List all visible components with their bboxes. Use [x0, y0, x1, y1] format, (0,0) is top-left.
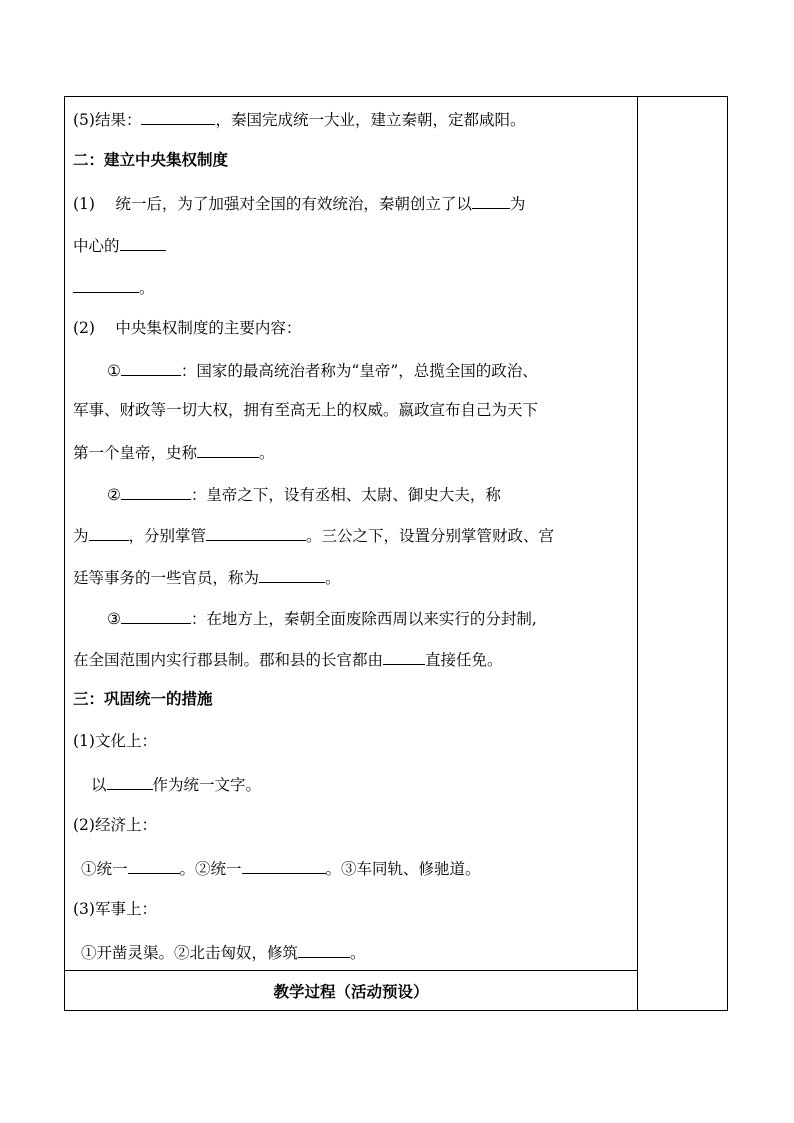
- m3-line: [81, 941, 366, 963]
- m1-label: (1)文化上：: [73, 732, 157, 750]
- p1-line-3: [73, 276, 155, 298]
- m3-end: 。: [350, 944, 366, 962]
- p1-text-3: 中心的: [73, 237, 120, 255]
- p2-line: (2) 中央集权制度的主要内容：: [73, 319, 302, 337]
- c1-line-2: 军事、财政等一切大权，拥有至高无上的权威。嬴政宣布自己为天下: [73, 401, 539, 419]
- c2-text: ：皇帝之下，设有丞相、太尉、御史大夫，称: [190, 486, 501, 504]
- m3-text: ①开凿灵渠。②北击匈奴，修筑: [81, 944, 299, 962]
- circle-2: ②: [107, 486, 121, 504]
- c3-text: ：在地方上，秦朝全面废除西周以来实行的分封制,: [190, 610, 537, 628]
- c3-text-2: 在全国范围内实行郡县制。郡和县的长官都由: [73, 651, 384, 669]
- blank-result: [141, 108, 215, 125]
- c1-end: 。: [259, 444, 275, 462]
- worksheet-table: [64, 96, 728, 1011]
- blank-first-emperor: [197, 441, 259, 458]
- p1-line-1: [73, 192, 525, 214]
- m2-label: (2)经济上：: [73, 816, 157, 834]
- blank-script: [107, 773, 153, 790]
- blank-local-system: [121, 607, 191, 624]
- section-3-title: 三：巩固统一的措施: [73, 689, 213, 708]
- result-line: [73, 108, 525, 130]
- m2-end: 。③车同轨、修驰道。: [325, 860, 481, 878]
- c2-text-4: 。三公之下，设置分别掌管财政、宫: [306, 527, 555, 545]
- blank-currency: [128, 857, 180, 874]
- m2-text: ①统一: [81, 860, 128, 878]
- blank-central-system: [121, 483, 191, 500]
- m1-end: 作为统一文字。: [152, 776, 262, 794]
- circle-1: ①: [107, 362, 121, 380]
- c1-text-2: 第一个皇帝，史称: [73, 444, 198, 462]
- footer-cell: [65, 971, 637, 1010]
- c2-line-1: [107, 483, 501, 505]
- c2-end: 。: [325, 569, 341, 587]
- p1-text: (1) 统一后，为了加强对全国的有效统治，秦朝创立了以: [73, 195, 472, 213]
- c2-text-3: ，分别掌管: [128, 527, 207, 545]
- blank-system-2: [73, 276, 139, 293]
- c2-line-2: [73, 524, 554, 546]
- m2-line: [81, 857, 481, 879]
- blank-system-1: [120, 234, 166, 251]
- blank-measures: [242, 857, 326, 874]
- blank-emperor-system: [121, 359, 181, 376]
- c3-line-2: [73, 648, 503, 670]
- result-text: ，秦国完成统一大业，建立秦朝，定都咸阳。: [215, 111, 526, 129]
- blank-appointed-by: [383, 648, 425, 665]
- blank-three-ministers: [89, 524, 129, 541]
- footer-title: 教学过程（活动预设）: [273, 981, 429, 1001]
- c3-end: 直接任免。: [425, 651, 503, 669]
- c2-text-5: 廷等事务的一些官员，称为: [73, 569, 260, 587]
- m3-label: (3)军事上：: [73, 900, 157, 918]
- column-divider: [637, 97, 638, 1010]
- circle-3: ③: [107, 610, 121, 628]
- m2-text-2: 。②统一: [179, 860, 242, 878]
- c1-line-1: [107, 359, 538, 381]
- c2-line-3: [73, 566, 341, 588]
- blank-center: [472, 192, 510, 209]
- p1-end: 。: [139, 279, 155, 297]
- m1-line: [91, 773, 261, 795]
- m1-text: 以: [91, 776, 107, 794]
- blank-nine-ministers: [259, 566, 325, 583]
- c1-text: ：国家的最高统治者称为“皇帝”，总揽全国的政治、: [180, 362, 538, 380]
- c2-text-2: 为: [73, 527, 89, 545]
- blank-duties: [206, 524, 306, 541]
- result-label: (5)结果：: [73, 111, 142, 129]
- blank-great-wall: [298, 941, 350, 958]
- c1-line-3: [73, 441, 275, 463]
- section-2-title: 二：建立中央集权制度: [73, 150, 229, 169]
- p1-line-2: [73, 234, 166, 256]
- c3-line-1: [107, 607, 537, 629]
- p1-text-2: 为: [509, 195, 526, 213]
